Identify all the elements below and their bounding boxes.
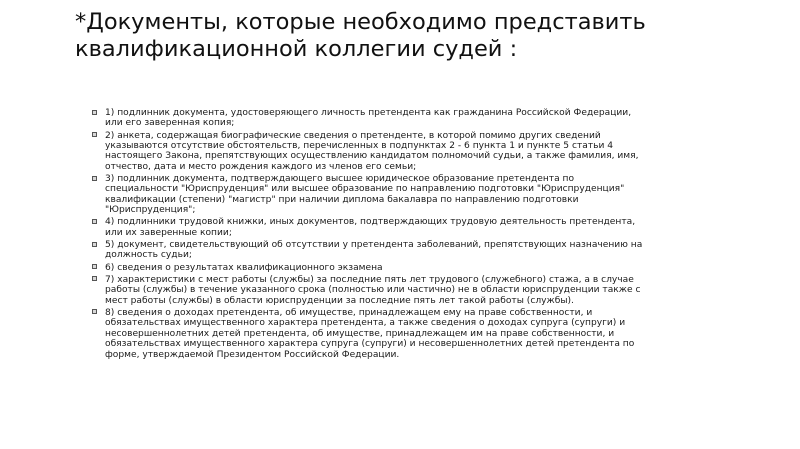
list-item-text: 5) документ, свидетельствующий об отсутствии у претендента заболеваний, препятствующих назначению на должность судьи; [105, 240, 643, 261]
document-list [92, 108, 644, 362]
list-item [92, 108, 644, 129]
square-bullet-icon [92, 132, 97, 137]
list-item [92, 263, 644, 273]
square-bullet-icon [92, 176, 97, 181]
list-item-text: 6) сведения о результатах квалификационного экзамена [105, 262, 383, 273]
square-bullet-icon [92, 264, 97, 269]
list-item-text: 1) подлинник документа, удостоверяющего личность претендента как гражданина Российской Федерации, или его заверенная копия; [105, 108, 632, 129]
list-item [92, 174, 644, 216]
list-item-text: 3) подлинник документа, подтверждающего высшее юридическое образование претендента по специальности "Юриспруденция" или высшее образование по направлению подготовки "Юриспруденция" квалификации (степени) "магистр" при наличии диплома бакалавра по направлению подготовки "Юриспруденция"; [105, 174, 625, 216]
list-item [92, 131, 644, 173]
square-bullet-icon [92, 242, 97, 247]
list-item [92, 308, 644, 360]
square-bullet-icon [92, 219, 97, 224]
list-item [92, 217, 644, 238]
square-bullet-icon [92, 276, 97, 281]
square-bullet-icon [92, 309, 97, 314]
list-item-text: 8) сведения о доходах претендента, об имуществе, принадлежащем ему на праве собственности, и обязательствах имущественного характера претендента, а также сведения о доходах супруга (супруги) и несовершеннолетних детей претендента, об имуществе, принадлежащем им на праве собственности, и обязательствах имущественного характера супруга (супруги) и несовершеннолетних детей претендента по форме, утверждаемой Президентом Российской Федерации. [105, 307, 635, 360]
list-item-text: 2) анкета, содержащая биографические сведения о претенденте, в которой помимо других сведений указываются отсутствие обстоятельств, перечисленных в подпунктах 2 - 6 пункта 1 и пункте 5 статьи 4 настоящего Закона, препятствующих осуществлению кандидатом полномочий судьи, а также фамилия, имя, отчество, дата и место рождения каждого из членов его семьи; [105, 130, 639, 172]
list-item-text: 7) характеристики с мест работы (службы) за последние пять лет трудового (служебного) стажа, а в случае работы (службы) в течение указанного срока (полностью или частично) не в области юриспруденции также с мест работы (службы) в области юриспруденции за последние пять лет такой работы (службы). [105, 274, 641, 306]
list-item [92, 275, 644, 306]
list-item [92, 240, 644, 261]
list-item-text: 4) подлинники трудовой книжки, иных документов, подтверждающих трудовую деятельность претендента, или их заверенные копии; [105, 217, 636, 238]
square-bullet-icon [92, 110, 97, 115]
slide-title: *Документы, которые необходимо представить квалификационной коллегии судей : [75, 9, 646, 62]
